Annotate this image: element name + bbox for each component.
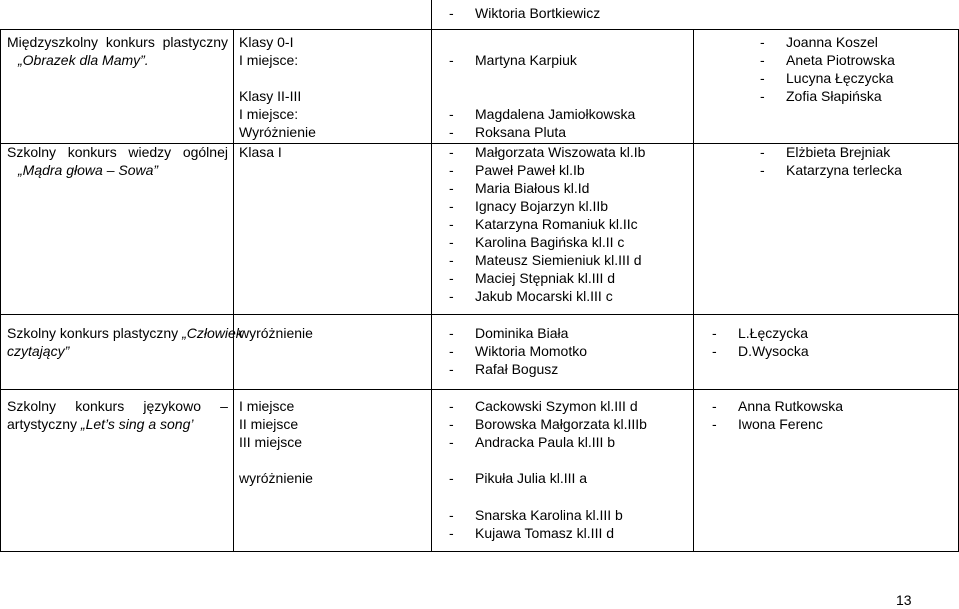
- winner-item: - Roksana Pluta: [449, 123, 635, 141]
- winner-item: - Borowska Małgorzata kl.IIIb: [449, 415, 647, 433]
- category-label: Wyróżnienie: [239, 124, 316, 140]
- teacher-item: - Iwona Ferenc: [712, 415, 843, 433]
- winner-item: - Cackowski Szymon kl.III d: [449, 397, 647, 415]
- contest-title: „Obrazek dla Mamy”.: [18, 52, 149, 68]
- category-label: Klasy II-III: [239, 88, 302, 104]
- column-divider: [431, 0, 432, 552]
- contest-name: Szkolny konkurs językowo –: [7, 398, 228, 414]
- winner-item: - Małgorzata Wiszowata kl.Ib: [449, 143, 645, 161]
- table-top-border: [0, 29, 959, 30]
- row-divider: [0, 389, 959, 390]
- contest-name: Szkolny konkurs plastyczny „Człowiek: [7, 325, 243, 341]
- winners-list: [449, 143, 645, 305]
- teachers-list: [712, 397, 843, 433]
- teachers-list: [760, 143, 902, 179]
- category-label: II miejsce: [239, 416, 299, 432]
- winner-item: - Martyna Karpiuk: [449, 51, 577, 69]
- column-divider: [693, 29, 694, 552]
- winner-item: - Jakub Mocarski kl.III c: [449, 287, 645, 305]
- contest-name: Międzyszkolny konkurs plastyczny: [7, 34, 228, 50]
- teacher-item: - Lucyna Łęczycka: [760, 69, 895, 87]
- winner-item: - Magdalena Jamiołkowska: [449, 105, 635, 123]
- winners-list: [449, 506, 623, 542]
- category-label: III miejsce: [239, 434, 303, 450]
- category-label: Klasy 0-I: [239, 34, 294, 50]
- contest-name: Szkolny konkurs wiedzy ogólnej: [7, 144, 228, 160]
- teacher-item: - Aneta Piotrowska: [760, 51, 895, 69]
- category-label: I miejsce:: [239, 106, 299, 122]
- category-label: I miejsce:: [239, 52, 299, 68]
- winners-list-continued: [449, 4, 600, 22]
- teacher-item: - Anna Rutkowska: [712, 397, 843, 415]
- teacher-item: - D.Wysocka: [712, 342, 809, 360]
- winners-list: [449, 105, 635, 141]
- winner-item: - Maciej Stępniak kl.III d: [449, 269, 645, 287]
- category-label: wyróżnienie: [239, 470, 313, 486]
- winners-list: [449, 397, 647, 451]
- teacher-item: - Elżbieta Brejniak: [760, 143, 902, 161]
- winner-item: - Andracka Paula kl.III b: [449, 433, 647, 451]
- winner-item: - Kujawa Tomasz kl.III d: [449, 524, 623, 542]
- winner-item: - Katarzyna Romaniuk kl.IIc: [449, 215, 645, 233]
- column-divider: [233, 29, 234, 552]
- winner-item: - Rafał Bogusz: [449, 360, 587, 378]
- category-label: wyróżnienie: [239, 325, 313, 341]
- winner-item: - Snarska Karolina kl.III b: [449, 506, 623, 524]
- contest-title: czytający”: [7, 343, 70, 359]
- teacher-item: - L.Łęczycka: [712, 324, 809, 342]
- teachers-list: [712, 324, 809, 360]
- winners-list: [449, 469, 587, 487]
- winner-item: - Dominika Biała: [449, 324, 587, 342]
- winners-list: [449, 51, 577, 69]
- column-divider: [0, 29, 1, 552]
- winners-list: [449, 324, 587, 378]
- row-divider: [0, 314, 959, 315]
- winner-item: - Pikuła Julia kl.III a: [449, 469, 587, 487]
- winner-item: - Wiktoria Momotko: [449, 342, 587, 360]
- winner-item: - Karolina Bagińska kl.II c: [449, 233, 645, 251]
- category-label: I miejsce: [239, 398, 295, 414]
- winner-item: - Paweł Paweł kl.Ib: [449, 161, 645, 179]
- contest-title: „Mądra głowa – Sowa”: [18, 162, 159, 178]
- page-number: 13: [896, 592, 912, 608]
- contest-title: artystyczny „Let’s sing a song’: [7, 416, 194, 432]
- teacher-item: - Zofia Słapińska: [760, 87, 895, 105]
- winner-item: - Mateusz Siemieniuk kl.III d: [449, 251, 645, 269]
- winner-item: - Wiktoria Bortkiewicz: [449, 4, 600, 22]
- category-label: Klasa I: [239, 144, 282, 160]
- teachers-list: [760, 33, 895, 105]
- winner-item: - Ignacy Bojarzyn kl.IIb: [449, 197, 645, 215]
- winner-item: - Maria Białous kl.Id: [449, 179, 645, 197]
- table-bottom-border: [0, 551, 959, 552]
- teacher-item: - Joanna Koszel: [760, 33, 895, 51]
- teacher-item: - Katarzyna terlecka: [760, 161, 902, 179]
